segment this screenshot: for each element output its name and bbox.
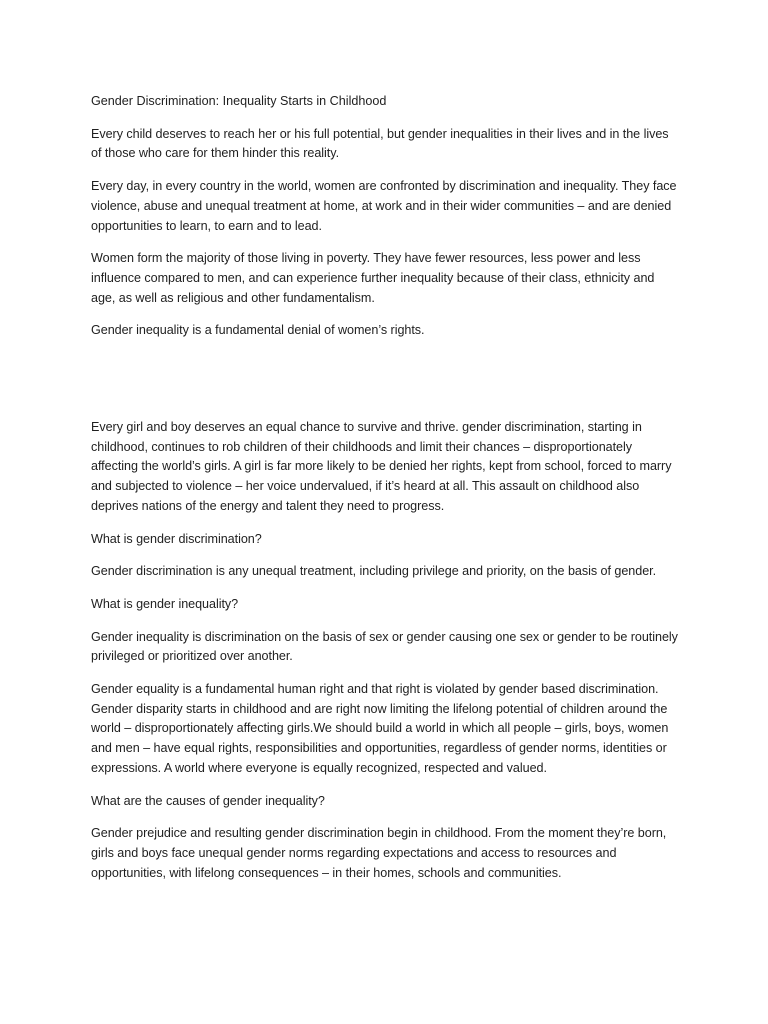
document-title: Gender Discrimination: Inequality Starts in Childhood [91, 94, 387, 108]
document-body [91, 92, 681, 896]
paragraph: Gender inequality is discrimination on the basis of sex or gender causing one sex or gender to be routinely privileged or prioritized over another. [91, 629, 678, 664]
section-question: What are the causes of gender inequality? [91, 793, 325, 808]
paragraph: Gender equality is a fundamental human right and that right is violated by gender based discrimination. Gender disparity starts in childhood and are right now limiting the lifelong potential of children around the world – disproportionately affecting girls.We should build a world in which all people – girls, boys, women and men – have equal rights, responsibilities and opportunities, regardless of gender norms, identities or expressions. A world where everyone is equally recognized, respected and valued. [91, 682, 669, 775]
blank-space [91, 354, 681, 418]
paragraph: Gender discrimination is any unequal treatment, including privilege and priority, on the basis of gender. [91, 564, 657, 579]
paragraph: Every child deserves to reach her or his full potential, but gender inequalities in their lives and in the lives of those who care for them hinder this reality. [91, 126, 669, 161]
paragraph: Gender prejudice and resulting gender discrimination begin in childhood. From the moment they’re born, girls and boys face unequal gender norms regarding expectations and access to resources and opportunities, with lifelong consequences – in their homes, schools and communities. [91, 826, 667, 880]
paragraph: Every girl and boy deserves an equal chance to survive and thrive. gender discrimination, starting in childhood, continues to rob children of their childhoods and limit their chances – disproportionately affecting the world’s girls. A girl is far more likely to be denied her rights, kept from school, forced to marry and subjected to violence – her voice undervalued, if it’s heard at all. This assault on childhood also deprives nations of the energy and talent they need to progress. [91, 420, 672, 513]
section-question: What is gender inequality? [91, 596, 239, 611]
section-question: What is gender discrimination? [91, 531, 262, 546]
paragraph: Gender inequality is a fundamental denial of women’s rights. [91, 323, 425, 338]
paragraph: Every day, in every country in the world, women are confronted by discrimination and inequality. They face violence, abuse and unequal treatment at home, at work and in their wider communities – and are denied opportunities to learn, to earn and to lead. [91, 179, 677, 233]
paragraph: Women form the majority of those living in poverty. They have fewer resources, less power and less influence compared to men, and can experience further inequality because of their class, ethnicity and age, as well as religious and other fundamentalism. [91, 251, 655, 305]
